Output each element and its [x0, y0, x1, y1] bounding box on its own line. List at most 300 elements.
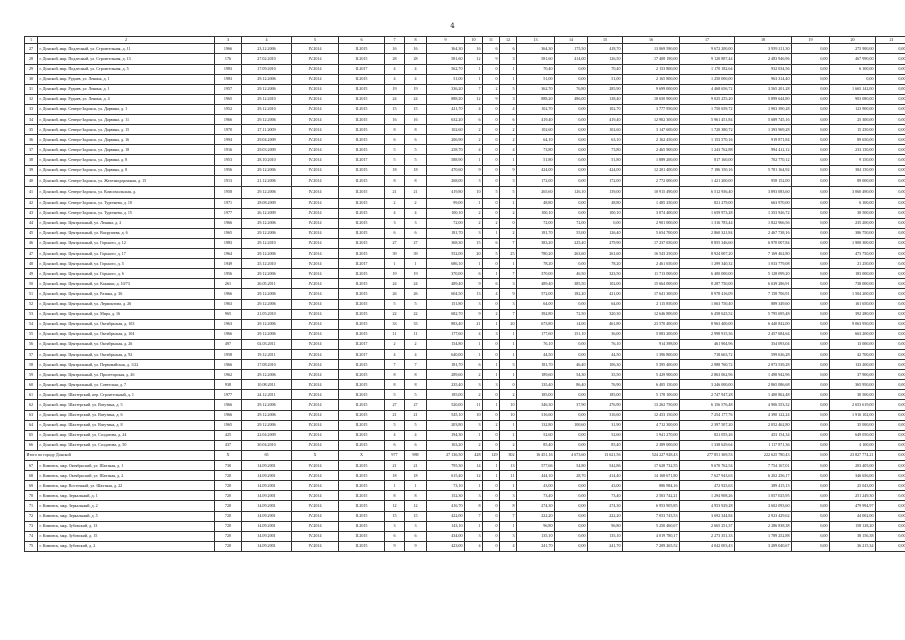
table-cell: 0,00	[555, 64, 588, 74]
table-cell: 274,30	[588, 501, 623, 511]
table-cell: 718 663,72	[680, 350, 735, 360]
table-cell: 346 656,00	[830, 471, 876, 481]
table-cell: 673,80	[517, 319, 555, 329]
table-cell: 1	[500, 521, 517, 531]
table-cell: 5	[385, 420, 405, 430]
table-cell: 1	[465, 64, 483, 74]
table-cell: 89 650,00	[830, 135, 876, 145]
table-cell: 302	[500, 450, 517, 460]
table-cell: 172,00	[588, 175, 623, 187]
address-cell: г. Донской, мкр. Центральный, ул. Мира, д. 16	[38, 309, 215, 319]
table-cell: II.2015	[339, 54, 385, 64]
table-cell: 604,50	[427, 289, 465, 299]
table-cell: 572,00	[517, 289, 555, 299]
table-cell: 0	[483, 208, 500, 218]
table-cell: IV.2014	[292, 440, 339, 450]
table-cell: 31	[25, 84, 38, 94]
table-cell: IV.2014	[292, 94, 339, 104]
table-cell: 1	[500, 350, 517, 360]
table-cell: II.2015	[339, 198, 385, 208]
table-cell: 2 465 900,00	[623, 145, 680, 155]
table-row	[25, 155, 905, 165]
table-cell: 68	[25, 471, 38, 481]
table-cell: 3	[500, 94, 517, 104]
table-cell: 25	[500, 249, 517, 259]
table-cell: II.2015	[339, 299, 385, 309]
table-cell: 0,00	[792, 309, 830, 319]
table-cell: 5	[500, 360, 517, 370]
table-cell: 32	[25, 94, 38, 104]
table-cell: 4 390 122,24	[735, 410, 792, 420]
table-cell: 2	[500, 440, 517, 450]
table-cell: 2 389 000,00	[623, 440, 680, 450]
table-cell: 29.12.2006	[242, 187, 292, 199]
table-cell: IV.2014	[292, 279, 339, 289]
table-cell: 251 249,30	[830, 491, 876, 501]
table-cell: II.2015	[339, 471, 385, 481]
table-cell: 6 440 842,00	[735, 319, 792, 329]
table-row	[25, 64, 905, 74]
table-cell: 29.12.2006	[242, 269, 292, 279]
table-cell: 102,60	[427, 125, 465, 135]
table-cell: 1 916 102,00	[830, 410, 876, 420]
table-cell: 21	[465, 319, 483, 329]
table-cell: 1	[483, 370, 500, 380]
table-cell: 13 000,00	[830, 339, 876, 349]
table-row	[25, 208, 905, 218]
table-cell: 182,20	[555, 289, 588, 299]
table-cell: 3	[500, 491, 517, 501]
table-cell: 3 074 400,00	[623, 208, 680, 218]
table-row	[25, 259, 905, 269]
table-cell: 33	[385, 319, 405, 329]
table-cell: 3 777 950,00	[623, 104, 680, 114]
table-cell: 1 504 200,00	[830, 289, 876, 299]
table-cell: 0,00	[792, 410, 830, 420]
table-cell: II.2015	[339, 104, 385, 114]
table-cell: 52,60	[588, 430, 623, 440]
table-cell: 13	[500, 461, 517, 471]
column-number-header: 7	[385, 37, 405, 44]
table-cell: 12	[465, 94, 483, 104]
table-cell: 9	[500, 165, 517, 175]
table-row	[25, 135, 905, 145]
table-cell: 1	[385, 259, 405, 269]
table-cell: 0,00	[876, 360, 905, 370]
table-cell: 903 080,00	[830, 94, 876, 104]
table-cell: 14.09.2001	[242, 541, 292, 551]
table-cell: 21	[405, 187, 427, 199]
table-cell: II.2017	[339, 339, 385, 349]
table-row	[25, 269, 905, 279]
table-cell: 24	[405, 94, 427, 104]
table-cell: IV.2014	[292, 400, 339, 410]
table-cell: 24.12.2011	[242, 390, 292, 400]
table-cell: 3	[465, 299, 483, 309]
table-cell: 4 712 300,00	[623, 420, 680, 430]
table-cell: 0,00	[876, 249, 905, 259]
table-cell: 46	[25, 238, 38, 248]
table-cell: 1	[483, 360, 500, 370]
table-cell: 1	[500, 430, 517, 440]
table-cell: IV.2014	[292, 390, 339, 400]
table-cell: 18	[405, 471, 427, 481]
table-cell: 129	[483, 450, 500, 460]
table-cell: 0,00	[876, 175, 905, 187]
table-row	[25, 218, 905, 228]
table-cell: 02.03.2011	[242, 339, 292, 349]
table-cell: IV.2014	[292, 299, 339, 309]
table-cell: 0,00	[792, 501, 830, 511]
address-cell: г. Донской, мкр. Центральный, ул. Горького, д. 17	[38, 249, 215, 259]
table-cell: 11	[385, 329, 405, 339]
table-cell: 1 033 779,08	[735, 259, 792, 269]
table-cell: 1965	[215, 228, 242, 238]
address-cell: г. Донской, мкр. Северо-Задонск, ул. Дарвина, д. 8	[38, 165, 215, 175]
table-cell: IV.2014	[292, 319, 339, 329]
table-cell: 0,00	[555, 74, 588, 84]
table-cell: 1983	[215, 238, 242, 248]
table-cell: 0,00	[792, 329, 830, 339]
table-cell: 0,00	[555, 175, 588, 187]
column-number-header: 8	[405, 37, 427, 44]
table-cell: 151,10	[555, 329, 588, 339]
table-cell: 126,50	[588, 54, 623, 64]
table-cell: 100,60	[555, 420, 588, 430]
table-cell: 389 415,13	[735, 481, 792, 491]
table-cell: 0,00	[876, 541, 905, 551]
table-cell: 1	[385, 481, 405, 491]
column-number-header: 21	[876, 37, 905, 44]
table-cell: 21	[405, 410, 427, 420]
table-cell: 0,00	[792, 155, 830, 165]
table-cell: 4	[385, 350, 405, 360]
table-cell: 0,00	[792, 319, 830, 329]
table-cell: 6	[500, 115, 517, 125]
table-cell: 46,40	[555, 360, 588, 370]
table-cell: 0	[483, 531, 500, 541]
table-cell: II.2015	[339, 44, 385, 54]
table-cell: 66	[25, 440, 38, 450]
table-header-row	[25, 37, 905, 44]
table-cell: 6	[405, 228, 427, 238]
table-cell: 354 093,04	[735, 339, 792, 349]
table-cell: 126,40	[588, 228, 623, 238]
table-cell: 0,00	[792, 440, 830, 450]
table-cell: 3	[405, 218, 427, 228]
table-cell: 370,00	[427, 269, 465, 279]
table-cell: 821 055,26	[680, 430, 735, 440]
table-cell: 23 570 400,00	[623, 319, 680, 329]
table-cell: 0,00	[792, 360, 830, 370]
table-cell: 17 641 300,00	[623, 289, 680, 299]
table-cell: 3	[483, 329, 500, 339]
table-cell: 47	[25, 249, 38, 259]
table-cell: 16 543 250,00	[623, 249, 680, 259]
table-cell: 17 408 190,00	[623, 54, 680, 64]
table-cell: IV.2014	[292, 461, 339, 471]
table-cell: 0,00	[588, 218, 623, 228]
table-cell: IV.2014	[292, 339, 339, 349]
table-cell: 51,00	[517, 74, 555, 84]
table-cell: 720	[215, 541, 242, 551]
table-cell: 33	[25, 104, 38, 114]
table-cell: 1 338 629,64	[680, 440, 735, 450]
table-cell: 1	[483, 400, 500, 410]
table-cell: 0,00	[792, 541, 830, 551]
table-cell: 0,00	[876, 501, 905, 511]
address-cell: г. Донской, мкр. Центральный, ул. Горького, д. 12	[38, 238, 215, 248]
table-cell: 0	[483, 350, 500, 360]
table-cell: 1 396 800,00	[623, 350, 680, 360]
table-cell: 0,00	[876, 309, 905, 319]
table-cell: 1965	[215, 420, 242, 430]
table-cell: 0	[483, 259, 500, 269]
table-cell: 2	[405, 339, 427, 349]
table-cell: 8	[405, 175, 427, 187]
table-cell: 161 650,00	[830, 299, 876, 309]
table-cell: 0,00	[876, 84, 905, 94]
table-cell: 0,00	[555, 440, 588, 450]
table-cell: 336,20	[427, 84, 465, 94]
address-cell: г. Донской, мкр. Центральный, ул. Горького, д. 5	[38, 259, 215, 269]
table-cell: 222,20	[517, 511, 555, 521]
table-cell: 12 646 800,00	[623, 309, 680, 319]
table-cell: 11	[500, 471, 517, 481]
table-cell: 1 750 659,72	[680, 104, 735, 114]
address-cell: г. Донской, мкр. Центральный, ул. Пролетарская, д. 26	[38, 370, 215, 380]
table-cell: 54,30	[555, 370, 588, 380]
table-cell: 16	[465, 44, 483, 54]
table-cell: 663 970,00	[735, 198, 792, 208]
table-cell: 24	[405, 279, 427, 289]
table-cell: 0,00	[876, 135, 905, 145]
table-cell: 263,60	[555, 249, 588, 259]
table-cell: 1983	[215, 64, 242, 74]
table-cell: 479 994,97	[830, 501, 876, 511]
table-cell: 135,10	[517, 531, 555, 541]
table-cell: 13 621,56	[588, 450, 623, 460]
table-cell: 2	[500, 125, 517, 135]
table-cell: II.2015	[339, 187, 385, 199]
table-cell: 2 665 251,37	[680, 521, 735, 531]
table-cell: 0,00	[876, 370, 905, 380]
table-cell: 0,00	[792, 390, 830, 400]
table-cell: 139,00	[588, 187, 623, 199]
table-cell: 4 953 929,28	[680, 501, 735, 511]
table-cell: 8	[405, 370, 427, 380]
table-cell: 4 906 553,32	[735, 400, 792, 410]
table-cell: 977	[385, 450, 405, 460]
table-cell: 67	[25, 461, 38, 471]
table-cell: 0,00	[876, 380, 905, 390]
table-cell: 9	[483, 54, 500, 64]
table-cell: 702 770,12	[735, 155, 792, 165]
table-cell: 9	[405, 541, 427, 551]
table-cell: 27	[25, 44, 38, 54]
table-cell: II.2015	[339, 145, 385, 155]
table-cell: 1	[465, 155, 483, 165]
table-cell: 65	[25, 430, 38, 440]
table-cell: 1952	[215, 104, 242, 114]
table-cell: 0,00	[876, 198, 905, 208]
table-cell: 0,00	[792, 135, 830, 145]
table-cell: 414,40	[588, 471, 623, 481]
table-cell: IV.2014	[292, 309, 339, 319]
table-cell: 1 665 142,00	[830, 84, 876, 94]
table-cell: 524 227 928,43	[623, 450, 680, 460]
table-cell: 85,40	[588, 440, 623, 450]
table-cell: 45	[25, 228, 38, 238]
table-cell: 6	[385, 228, 405, 238]
table-cell: 1	[483, 228, 500, 238]
table-cell: 7 053 743,53	[623, 511, 680, 521]
table-cell: II.2015	[339, 400, 385, 410]
table-cell: 5 395 400,00	[623, 360, 680, 370]
table-cell: 100,10	[427, 208, 465, 218]
table-cell: 37	[25, 145, 38, 155]
table-cell: 26	[385, 289, 405, 299]
table-cell: 0,00	[792, 491, 830, 501]
table-cell: 48,80	[517, 198, 555, 208]
table-cell: 0,00	[876, 430, 905, 440]
table-cell: 888,20	[427, 94, 465, 104]
table-cell: 29.12.2006	[242, 289, 292, 299]
table-cell: II.2015	[339, 501, 385, 511]
table-cell: 9	[483, 94, 500, 104]
table-cell: 126,10	[555, 187, 588, 199]
table-cell: 418,70	[588, 44, 623, 54]
table-row	[25, 339, 905, 349]
address-cell: Итого по городу Донской	[25, 450, 215, 460]
page-number: 4	[450, 22, 455, 30]
table-cell: 780,20	[517, 249, 555, 259]
table-cell: 261	[215, 279, 242, 289]
table-cell: 7 754 167,01	[735, 461, 792, 471]
table-cell: 6	[465, 360, 483, 370]
table-cell: II.2015	[339, 208, 385, 218]
table-cell: 6 100,00	[830, 198, 876, 208]
table-cell: 0	[483, 440, 500, 450]
table-cell: 241,70	[588, 541, 623, 551]
address-cell: г. Донской, мкр. Центральный, ул. Октябрьская, д. 26	[38, 339, 215, 349]
table-cell: 138,40	[588, 94, 623, 104]
table-cell: 19.12.2011	[242, 350, 292, 360]
table-cell: 181,70	[427, 360, 465, 370]
table-cell: 1 170 182,64	[680, 64, 735, 74]
table-cell: 75	[25, 541, 38, 551]
table-cell: 268,00	[427, 175, 465, 187]
table-cell: 2 115 850,00	[623, 299, 680, 309]
table-cell: 276,90	[588, 400, 623, 410]
table-cell: 886 984,16	[623, 481, 680, 491]
table-cell: 4	[465, 329, 483, 339]
table-cell: 29	[25, 64, 38, 74]
table-cell: 36,00	[588, 329, 623, 339]
table-cell: 6	[483, 238, 500, 248]
table-cell: 189,60	[517, 370, 555, 380]
table-cell: 5	[385, 145, 405, 155]
table-cell: 16	[385, 115, 405, 125]
table-cell: 70,40	[588, 64, 623, 74]
table-cell: 233 150,00	[830, 145, 876, 155]
table-cell: 35,50	[588, 370, 623, 380]
table-cell: II.2015	[339, 135, 385, 145]
table-cell: 581,60	[427, 54, 465, 64]
table-cell: 1 250 000,00	[680, 74, 735, 84]
table-cell: 2 998 915,36	[680, 329, 735, 339]
address-cell: г. Донской, мкр. Северо-Задонск, ул. Дарвина, д. 15	[38, 125, 215, 135]
address-cell: г. Донской, мкр. Северо-Задонск, ул. Дарвина, д. 16	[38, 135, 215, 145]
table-cell: 76,80	[555, 84, 588, 94]
table-cell: 40	[25, 175, 38, 187]
table-cell: 0,00	[792, 198, 830, 208]
table-cell: 1	[500, 339, 517, 349]
table-cell: 2 162 450,00	[623, 135, 680, 145]
address-cell: г. Кимовск, мкр. Зубовский, д. 15	[38, 531, 215, 541]
table-cell: II.2015	[339, 309, 385, 319]
table-cell: 194,30	[427, 430, 465, 440]
table-cell: 932 034,56	[735, 64, 792, 74]
column-number-header: 11	[483, 37, 500, 44]
table-cell: 0,00	[876, 54, 905, 64]
table-cell: 0,00	[876, 420, 905, 430]
table-cell: 18	[405, 165, 427, 175]
table-cell: 1	[465, 198, 483, 208]
table-cell: 0,00	[792, 84, 830, 94]
table-cell: 8	[405, 125, 427, 135]
table-cell: 0,00	[792, 380, 830, 390]
table-cell: 0,00	[555, 115, 588, 125]
table-cell: 9 699 000,00	[623, 84, 680, 94]
table-cell: 13 069 590,00	[623, 44, 680, 54]
table-cell: 19	[405, 269, 427, 279]
table-cell: 8 855 346,60	[680, 238, 735, 248]
table-cell: 938	[215, 380, 242, 390]
table-cell: 3	[385, 521, 405, 531]
table-cell: 0,00	[876, 44, 905, 54]
table-cell: 461 904,96	[680, 339, 735, 349]
table-cell: 2 397 507,20	[680, 420, 735, 430]
table-row	[25, 329, 905, 339]
table-cell: IV.2014	[292, 380, 339, 390]
table-row	[25, 319, 905, 329]
table-cell: 0,00	[876, 238, 905, 248]
table-cell: 1 822 966,56	[735, 218, 792, 228]
table-cell: 2 901 000,00	[623, 218, 680, 228]
table-cell: 203,80	[427, 420, 465, 430]
table-cell: 0,00	[555, 104, 588, 114]
table-cell: 65	[242, 450, 292, 460]
table-cell: 0,00	[876, 115, 905, 125]
table-cell: 1966	[215, 329, 242, 339]
table-cell: IV.2014	[292, 125, 339, 135]
table-row	[25, 471, 905, 481]
table-cell: 71	[25, 501, 38, 511]
table-cell: IV.2014	[292, 430, 339, 440]
address-cell: г. Донской, мкр. Центральный, ул. Вахрушева, д. 6	[38, 228, 215, 238]
table-cell: 4 042 003,43	[680, 541, 735, 551]
table-cell: 135,10	[588, 531, 623, 541]
table-cell: 0,00	[792, 430, 830, 440]
table-cell: 0	[483, 501, 500, 511]
table-cell: 42	[25, 198, 38, 208]
table-cell: 30.04.2010	[242, 440, 292, 450]
table-cell: IV.2014	[292, 115, 339, 125]
table-cell: 0,00	[555, 259, 588, 269]
table-cell: 0,00	[876, 155, 905, 165]
table-cell: 6	[385, 440, 405, 450]
